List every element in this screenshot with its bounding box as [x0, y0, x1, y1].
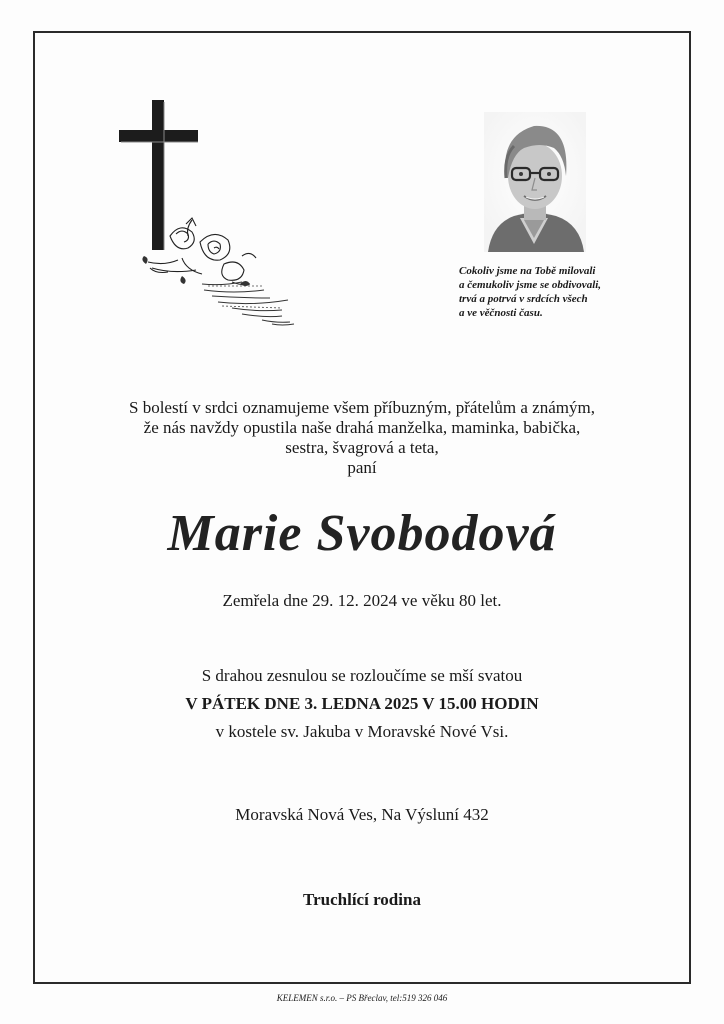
signature: Truchlící rodina: [303, 890, 421, 909]
death-date-text: Zemřela dne 29. 12. 2024 ve věku 80 let.: [222, 591, 502, 610]
quote-line: a ve věčnosti času.: [459, 307, 543, 319]
ceremony-location: v kostele sv. Jakuba v Moravské Nové Vsi.: [215, 722, 509, 741]
deceased-name: Marie Svobodová: [167, 505, 557, 562]
cross-with-flowers-icon: [112, 96, 302, 331]
family-address: Moravská Nová Ves, Na Výsluní 432: [235, 805, 489, 824]
memorial-quote: [459, 264, 669, 320]
announcement-line: S bolestí v srdci oznamujeme všem příbuzným, přátelům a známým,: [129, 398, 595, 417]
announcement-line: že nás navždy opustila naše drahá manželka, maminka, babička,: [143, 418, 581, 437]
ceremony-date-time: V PÁTEK DNE 3. LEDNA 2025 V 15.00 HODIN: [185, 694, 539, 713]
quote-line: Cokoliv jsme na Tobě milovali: [459, 265, 596, 277]
ceremony-info: [0, 662, 724, 746]
announcement-line: paní: [347, 458, 377, 477]
quote-line: a čemukoliv jsme se obdivovali,: [459, 279, 602, 291]
ceremony-intro: S drahou zesnulou se rozloučíme se mší svatou: [201, 666, 523, 685]
portrait-photo: [484, 112, 586, 252]
quote-line: trvá a potrvá v srdcích všech: [459, 293, 588, 305]
printer-footer: KELEMEN s.r.o. – PS Břeclav, tel:519 326 046: [276, 993, 448, 1003]
announcement-line: sestra, švagrová a teta,: [285, 438, 439, 457]
announcement-text: [0, 398, 724, 478]
